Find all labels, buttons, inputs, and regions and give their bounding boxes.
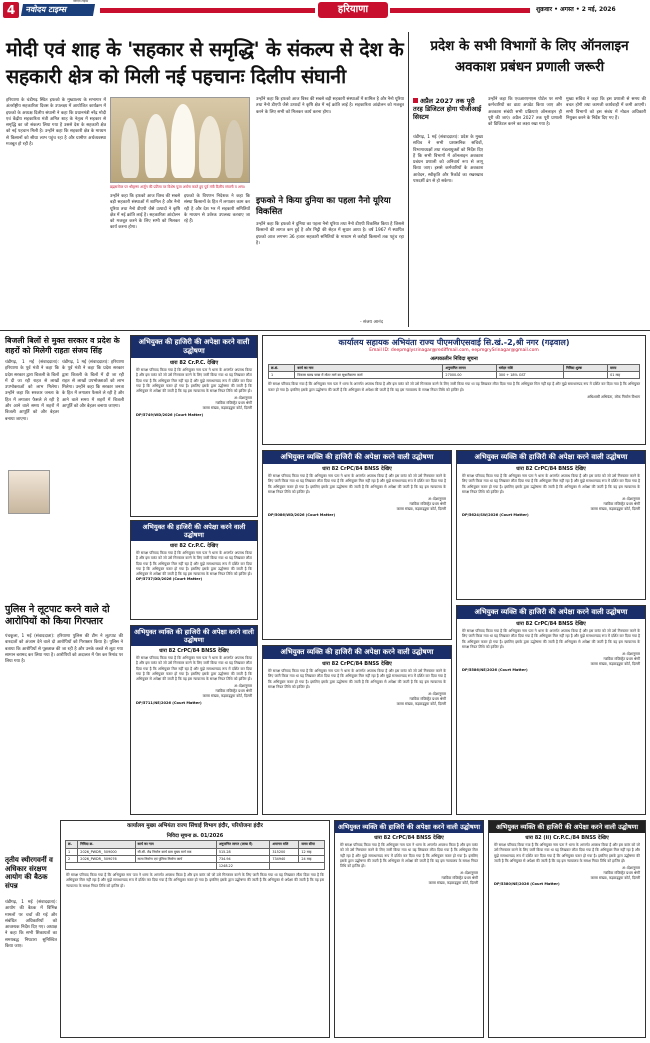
- page-number: 4: [3, 2, 19, 18]
- highlight-box: [413, 97, 483, 121]
- newspaper-logo: नवोदय टाइम्स: [21, 4, 95, 16]
- ireps-table: [65, 840, 325, 870]
- person-figure: [145, 114, 167, 178]
- ad-body: मेरे समक्ष परिवाद किया गया है कि अभियुक्त नाम पता ने थाना के अन्तर्गत अपराध किया है और इस वारंट को जो उसे गिरफ्तार करने के लिए जारी किया गया था यह लिखकर लौटा दिया गया है कि अभियुक्त मिल नहीं रहा है और मुझे समाधानप्रद रूप में दर्शित कर दिया गया है कि अभियुक्त फरार हो गया है। इसलिए इसके द्वारा उद्घोषणा की जाती है कि अभियुक्त से अपेक्षा की जाती है कि वह इस न्यायालय के समक्ष नियत तिथि को हाजिर हो।: [136, 656, 254, 682]
- column-divider: [408, 32, 409, 327]
- table-header-row: [269, 364, 640, 371]
- tender-title: अल्पकालीन निविदा सूचना: [430, 355, 478, 362]
- person-figure: [121, 118, 139, 178]
- table-header: अमानत राशि: [270, 841, 299, 848]
- ad-title: अभियुक्त व्यक्ति की हाजिरी की अपेक्षा करने वाली उद्घोषणा: [263, 451, 451, 464]
- dateline: शुक्रवार • अगस्त • 2 मई, 2026: [536, 6, 616, 13]
- story-1-body: चंडीगढ़, 1 मई (संवाददाता): हरियाणा के पूर्व मंत्री ने कहा कि प्रदेश सरकार द्वारा बिजली के बिलों में दी जा रही राहत से लाखों उपभोक्ताओं को लाभ मिलेगा। उन्होंने कहा कि सरकार जनता के हित में लगातार फैसले ले रही है और आने वाले समय में शहरों में बिजली आपूर्ति को और बेहतर बनाया जाएगा।: [5, 360, 61, 422]
- ad-body: मेरे समक्ष परिवाद किया गया है कि अभियुक्त नाम पता ने थाना के अन्तर्गत अपराध किया है और इस वारंट को जो उसे गिरफ्तार करने के लिए जारी किया गया था यह लिखकर लौटा दिया गया है कि अभियुक्त मिल नहीं रहा है और मुझे समाधानप्रद रूप में दर्शित कर दिया गया है कि अभियुक्त फरार हो गया है। इसलिए इसके द्वारा उद्घोषणा की जाती है कि अभियुक्त से अपेक्षा की जाती है कि वह इस न्यायालय के समक्ष नियत तिथि को हाजिर हो।: [462, 474, 642, 494]
- story-2-body: पंचकूला, 1 मई (संवाददाता): हरियाणा पुलिस की टीम ने लूटपाट की वारदातों को अंजाम देने वाले दो आरोपियों को गिरफ्तार किया है। पुलिस ने बताया कि आरोपियों से पूछताछ की जा रही है और उनके कब्जे से लूटा गया सामान बरामद कर लिया गया है। आरोपियों को अदालत में पेश कर रिमांड पर लिया गया है।: [5, 634, 125, 665]
- ad-title: अभियुक्त व्यक्ति की हाजिरी की अपेक्षा करने वाली उद्घोषणा: [457, 451, 645, 464]
- table-header: कार्य का नाम: [135, 841, 216, 848]
- horizontal-rule: [0, 330, 650, 331]
- table-header: धरोहर राशि: [496, 364, 563, 371]
- person-figure: [171, 104, 195, 178]
- table-cell: 24 माह: [299, 855, 325, 862]
- ireps-table-wrap: [61, 840, 329, 870]
- court-notice-ad: [130, 625, 258, 815]
- table-header: समय: [608, 364, 640, 371]
- ad-dp-code: DP/5380/NE/2026 (Court Matter): [494, 882, 560, 887]
- court-notice-ad: [130, 520, 258, 620]
- table-row: [66, 848, 325, 855]
- tender-signature: अधिशासी अभियंता, लोक निर्माण विभाग: [587, 394, 640, 399]
- table-cell: विकास खण्ड चम्बा में मोटर मार्ग का सुधारीकरण कार्य: [295, 372, 443, 379]
- tender-notice-ad: [262, 335, 646, 445]
- table-header: क्र.सं.: [269, 364, 295, 371]
- court-notice-ad: [488, 820, 646, 1038]
- ad-section-code: धारा 82 Cr.P.C. देखिए: [169, 543, 219, 549]
- table-cell: 2026_PWDR_ 509000: [78, 848, 135, 855]
- ad-body: मेरे समक्ष परिवाद किया गया है कि अभियुक्त नाम पता ने थाना के अन्तर्गत अपराध किया है और इस वारंट को जो उसे गिरफ्तार करने के लिए जारी किया गया था यह लिखकर लौटा दिया गया है कि अभियुक्त मिल नहीं रहा है और मुझे समाधानप्रद रूप में दर्शित कर दिया गया है कि अभियुक्त फरार हो गया है। इसलिए इसके द्वारा उद्घोषणा की जाती है कि अभियुक्त से अपेक्षा की जाती है कि वह इस न्यायालय के समक्ष नियत तिथि को हाजिर हो।: [268, 669, 448, 689]
- court-notice-ad: [456, 450, 646, 600]
- court-notice-ad: [334, 820, 484, 1038]
- tender-header: कार्यालय सहायक अभियंता राज्य पीएमजीएसवाई सि.खं.-2,श्री नगर (गढ़वाल): [338, 338, 570, 347]
- court-notice-ad: [130, 335, 258, 517]
- right-body-column-2: उन्होंने कहा कि एचआरएमएस पोर्टल पर सभी कर्मचारियों का डाटा अपडेट किया जाए और अवकाश संबंधी सभी प्रक्रियाएं ऑनलाइन ही पूरी की जाएं। अप्रैल 2027 तक पूरी प्रणाली को डिजिटल करने का लक्ष्य रखा गया है।: [488, 97, 564, 128]
- table-header: निविदा क्र.: [78, 841, 135, 848]
- irrigation-tender-ad: [60, 820, 330, 1038]
- table-cell: 300 + 18% GST: [496, 372, 563, 379]
- table-header: निविदा शुल्क: [564, 364, 608, 371]
- ad-body: मेरे समक्ष परिवाद किया गया है कि अभियुक्त नाम पता ने थाना के अन्तर्गत अपराध किया है और इस वारंट को जो उसे गिरफ्तार करने के लिए जारी किया गया था यह लिखकर लौटा दिया गया है कि अभियुक्त मिल नहीं रहा है और मुझे समाधानप्रद रूप में दर्शित कर दिया गया है कि अभियुक्त फरार हो गया है। इसलिए इसके द्वारा उद्घोषणा की जाती है कि अभियुक्त से अपेक्षा की जाती है कि वह इस न्यायालय के समक्ष नियत तिथि को हाजिर हो।: [136, 368, 254, 394]
- right-body-column-3: मुख्य सचिव ने कहा कि इस प्रणाली से समय की बचत होगी तथा कागजी कार्यवाही में कमी आएगी। सभी विभागों को इस संबंध में नोडल अधिकारी नियुक्त करने के निर्देश दिए गए हैं।: [566, 97, 648, 121]
- ad-body: मेरे समक्ष परिवाद किया गया है कि अभियुक्त नाम पता ने थाना के अन्तर्गत अपराध किया है और इस वारंट को जो उसे गिरफ्तार करने के लिए जारी किया गया था यह लिखकर लौटा दिया गया है कि अभियुक्त मिल नहीं रहा है और मुझे समाधानप्रद रूप में दर्शित कर दिया गया है कि अभियुक्त फरार हो गया है। इसलिए इसके द्वारा उद्घोषणा की जाती है कि अभियुक्त से अपेक्षा की जाती है कि वह इस न्यायालय के समक्ष नियत तिथि को हाजिर हो।: [340, 843, 480, 869]
- ad-section-code: धारा 82 (ii) Cr.P.C./84 BNSS देखिए: [525, 835, 609, 841]
- ad-section-code: धारा 82 CrPC/84 BNSS देखिए: [374, 835, 444, 841]
- ad-signature: अादेशानुसार न्यायिक मजिस्ट्रेट प्रथम श्रेणी कमरा संख्या, कड़कड़डूमा कोर्ट, दिल्ली: [396, 692, 446, 706]
- ad-signature: अादेशानुसार न्यायिक मजिस्ट्रेट प्रथम श्रेणी कमरा संख्या, कड़कड़डूमा कोर्ट, दिल्ली: [590, 652, 640, 666]
- ad-section-code: धारा 82 CrPC/84 BNSS देखिए: [516, 621, 586, 627]
- story-2-headline: पुलिस ने लूटपाट करने वाले दो आरोपियों को किया गिरफ्तार: [5, 604, 110, 627]
- table-cell: 01 माह: [608, 372, 640, 379]
- table-cell: 12 माह: [299, 848, 325, 855]
- ireps-title: निविदा सूचना क्र. 01/2026: [166, 833, 224, 839]
- lead-photo: [110, 97, 250, 183]
- table-cell: 1: [66, 848, 78, 855]
- person-figure: [225, 120, 243, 178]
- tender-table-wrap: [263, 364, 645, 380]
- ad-body: मेरे समक्ष परिवाद किया गया है कि अभियुक्त नाम पता ने थाना के अन्तर्गत अपराध किया है और इस वारंट को जो उसे गिरफ्तार करने के लिए जारी किया गया था यह लिखकर लौटा दिया गया है कि अभियुक्त मिल नहीं रहा है और मुझे समाधानप्रद रूप में दर्शित कर दिया गया है कि अभियुक्त फरार हो गया है। इसलिए इसके द्वारा उद्घोषणा की जाती है कि अभियुक्त से अपेक्षा की जाती है कि वह इस न्यायालय के समक्ष नियत तिथि को हाजिर हो।: [268, 474, 448, 494]
- table-header: समय सीमा: [299, 841, 325, 848]
- table-row: [269, 372, 640, 379]
- court-notice-ad: [456, 605, 646, 815]
- ad-body: मेरे समक्ष परिवाद किया गया है कि अभियुक्त नाम पता ने थाना के अन्तर्गत अपराध किया है और इस वारंट को जो उसे गिरफ्तार करने के लिए जारी किया गया था यह लिखकर लौटा दिया गया है कि अभियुक्त मिल नहीं रहा है और मुझे समाधानप्रद रूप में दर्शित कर दिया गया है कि अभियुक्त फरार हो गया है। इसलिए इसके द्वारा उद्घोषणा की जाती है कि अभियुक्त से अपेक्षा की जाती है कि वह इस न्यायालय के समक्ष नियत तिथि को हाजिर हो।: [136, 551, 254, 577]
- table-header: अनुमानित लागत: [443, 364, 496, 371]
- ad-signature: अादेशानुसार न्यायिक मजिस्ट्रेट प्रथम श्रेणी कमरा संख्या, कड़कड़डूमा कोर्ट, दिल्ली: [428, 871, 478, 885]
- lead-subheading: इफको ने किया दुनिया का पहला नैनो यूरिया विकसित: [256, 196, 391, 217]
- masthead-stripe-right: [390, 8, 530, 13]
- lead-body-column-1: हरियाणा के चंडीगढ़ स्थित इफको के मुख्यालय के सभागार में अंतर्राष्ट्रीय सहकारिता दिवस के उपलक्ष्य में आयोजित कार्यक्रम में इफको के अध्यक्ष दिलीप संघानी ने कहा कि प्रधानमंत्री नरेंद्र मोदी एवं केंद्रीय सहकारिता मंत्री अमित शाह के नेतृत्व में सहकार से समृद्धि का जो संकल्प लिया गया है उससे देश के सहकारी क्षेत्र को नई पहचान मिली है। उन्होंने कहा कि सहकारी क्षेत्र के माध्यम से किसानों को सीधा लाभ पहुंच रहा है और ग्रामीण अर्थव्यवस्था मजबूत हो रही है।: [6, 98, 108, 148]
- ad-signature: अादेशानुसार न्यायिक मजिस्ट्रेट प्रथम श्रेणी कमरा संख्या, कड़कड़डूमा कोर्ट, दिल्ली: [590, 866, 640, 880]
- story-3-headline: तृतीय स्थीरगवर्नी व अधिकार संरक्षण आयोग की बैठक संपन्न: [5, 856, 53, 890]
- table-header: कार्य का नाम: [295, 364, 443, 371]
- ad-title: अभियुक्त व्यक्ति की हाजिरी की अपेक्षा करने वाली उद्घोषणा: [131, 626, 257, 646]
- court-notice-ad: [262, 645, 452, 815]
- ad-title: अभियुक्त व्यक्ति की हाजिरी की अपेक्षा करने वाली उद्घोषणा: [489, 821, 645, 833]
- ad-title: अभियुक्त की हाजिरी की अपेक्षा करने वाली उद्घोषणा: [131, 336, 257, 358]
- ad-dp-code: DP/5586/NE/2026 (Court Matter): [462, 668, 528, 673]
- table-cell: 734940: [270, 855, 299, 862]
- table-cell: 2: [66, 855, 78, 862]
- story-1-body-2: चंडीगढ़, 1 मई (संवाददाता): हरियाणा के पूर्व मंत्री ने कहा कि प्रदेश सरकार द्वारा बिजली के बिलों में दी जा रही राहत से लाखों उपभोक्ताओं को लाभ मिलेगा। उन्होंने कहा कि सरकार जनता के हित में लगातार फैसले ले रही है और आने वाले समय में शहरों में बिजली आपूर्ति को और बेहतर बनाया जाएगा।: [62, 360, 126, 410]
- table-cell: 2026_PWDR_ 509076: [78, 855, 135, 862]
- highlight-text: अप्रैल 2027 तक पूरी तरह डिजिटल होगा पीजीआई सिस्टम: [413, 97, 482, 121]
- ad-dp-code: DP/5749/WD/2026 (Court Matter): [136, 412, 204, 417]
- ad-dp-code: DP/5737/DD/2026 (Court Matter): [136, 577, 203, 582]
- table-cell: 734.94: [216, 855, 270, 862]
- lead-body-column-2: उन्होंने कहा कि इफको आज विश्व की सबसे बड़ी सहकारी संस्थाओं में शामिल है और नैनो यूरिया तथा नैनो डीएपी जैसे उत्पादों ने कृषि क्षेत्र में नई क्रांति लाई है। सहकारिता आंदोलन को मजबूत करने के लिए सभी को मिलकर कार्य करना होगा।: [110, 194, 182, 231]
- ad-title: अभियुक्त व्यक्ति की हाजिरी की अपेक्षा करने वाली उद्घोषणा: [263, 646, 451, 659]
- masthead: [0, 0, 650, 22]
- lead-headline: मोदी एवं शाह के 'सहकार से समृद्धि' के संकल्प से देश के सहकारी क्षेत्र को मिली नई पहचानः दिलीप संघानी: [6, 38, 404, 88]
- court-notice-ad: [262, 450, 452, 640]
- masthead-stripe-left: [100, 8, 315, 13]
- table-cell: 315200: [270, 848, 299, 855]
- table-cell: नाला निर्माण एवं पुलिया निर्माण कार्य: [135, 855, 216, 862]
- table-cell: सी.सी. रोड निर्माण कार्य ग्राम मुख्य मार्ग तक: [135, 848, 216, 855]
- story-3-body: चंडीगढ़, 1 मई (संवाददाता): आयोग की बैठक में विभिन्न मामलों पर चर्चा की गई और संबंधित अधिकारियों को आवश्यक निर्देश दिए गए। अध्यक्ष ने कहा कि सभी शिकायतों का समयबद्ध निपटारा सुनिश्चित किया जाए।: [5, 900, 59, 950]
- ad-section-code: धारा 82 CrPC/84 BNSS देखिए: [516, 466, 586, 472]
- ad-signature: अादेशानुसार न्यायिक मजिस्ट्रेट प्रथम श्रेणी कमरा संख्या, कड़कड़डूमा कोर्ट, दिल्ली: [202, 684, 252, 698]
- bullet-square-icon: [413, 98, 418, 103]
- ad-section-code: धारा 82 CrPC/84 BNSS देखिए: [322, 466, 392, 472]
- table-total-row: [66, 863, 325, 870]
- ad-title: अभियुक्त व्यक्ति की हाजिरी की अपेक्षा करने वाली उद्घोषणा: [335, 821, 483, 833]
- lead-body-column-3: इफको के विपणन निदेशक ने कहा कि संस्था किसानों के हित में लगातार काम कर रही है और देश भर में सहकारी समितियों के माध्यम से उर्वरक उपलब्ध करवाए जा रहे हैं।: [184, 194, 252, 225]
- ad-dp-code: DP/5711/NE/2026 (Court Matter): [136, 700, 202, 705]
- table-header: क्र.: [66, 841, 78, 848]
- ad-dp-code: DP/5086/WD/2026 (Court Matter): [268, 513, 336, 518]
- table-header-row: [66, 841, 325, 848]
- ad-title: अभियुक्त व्यक्ति की हाजिरी की अपेक्षा करने वाली उद्घोषणा: [457, 606, 645, 619]
- ireps-body: मेरे समक्ष परिवाद किया गया है कि अभियुक्त नाम पता ने थाना के अन्तर्गत अपराध किया है और इस वारंट को जो उसे गिरफ्तार करने के लिए जारी किया गया था यह लिखकर लौटा दिया गया है कि अभियुक्त मिल नहीं रहा है और मुझे समाधानप्रद रूप में दर्शित कर दिया गया है कि अभियुक्त फरार हो गया है। इसलिए इसके द्वारा उद्घोषणा की जाती है कि अभियुक्त से अपेक्षा की जाती है कि वह इस न्यायालय के समक्ष नियत तिथि को हाजिर हो।: [66, 873, 326, 888]
- story-1-headline: बिजली बिलों से मुक्त सरकार व प्रदेश के शहरों को मिलेगी राहतः संजय सिंह: [5, 336, 120, 355]
- ad-section-code: धारा 82 CrPC/84 BNSS देखिए: [322, 661, 392, 667]
- section-label: हरियाणा: [318, 2, 388, 18]
- masthead-small-text: नवोदय टाइम्स: [73, 0, 89, 3]
- table-row: [66, 855, 325, 862]
- person-figure: [199, 116, 221, 178]
- ad-title: अभियुक्त की हाजिरी की अपेक्षा करने वाली उद्घोषणा: [131, 521, 257, 541]
- ad-signature: अादेशानुसार न्यायिक मजिस्ट्रेट प्रथम श्रेणी कमरा संख्या, कड़कड़डूमा कोर्ट, दिल्ली: [590, 497, 640, 511]
- table-header: अनुमानित लागत (लाख में): [216, 841, 270, 848]
- table-cell: 1: [269, 372, 295, 379]
- byline: - संजय आनंद: [360, 320, 383, 325]
- table-cell: 27000.00: [443, 372, 496, 379]
- ad-section-code: धारा 82 Cr.P.C. देखिए: [169, 360, 219, 366]
- story-1-photo: [8, 470, 50, 514]
- table-cell: 515.28: [216, 848, 270, 855]
- lead-body-column-4: उन्होंने कहा कि इफको आज विश्व की सबसे बड़ी सहकारी संस्थाओं में शामिल है और नैनो यूरिया तथा नैनो डीएपी जैसे उत्पादों ने कृषि क्षेत्र में नई क्रांति लाई है। सहकारिता आंदोलन को मजबूत करने के लिए सभी को मिलकर कार्य करना होगा।: [256, 97, 406, 115]
- tender-table: [268, 364, 640, 380]
- photo-caption: ब्रह्मसरोवर पर श्रीकृष्ण अर्जुन की प्रतिमा पर विशेष पूजा अर्चना करते हुए पूर्व मंत्री दिलीप संघानी व अन्य।: [110, 185, 246, 189]
- secondary-headline: प्रदेश के सभी विभागों के लिए ऑनलाइन अवकाश प्रबंधन प्रणाली जरूरी: [430, 38, 629, 75]
- ad-signature: अादेशानुसार न्यायिक मजिस्ट्रेट प्रथम श्रेणी कमरा संख्या, कड़कड़डूमा कोर्ट, दिल्ली: [396, 497, 446, 511]
- ad-body: मेरे समक्ष परिवाद किया गया है कि अभियुक्त नाम पता ने थाना के अन्तर्गत अपराध किया है और इस वारंट को जो उसे गिरफ्तार करने के लिए जारी किया गया था यह लिखकर लौटा दिया गया है कि अभियुक्त मिल नहीं रहा है और मुझे समाधानप्रद रूप में दर्शित कर दिया गया है कि अभियुक्त फरार हो गया है। इसलिए इसके द्वारा उद्घोषणा की जाती है कि अभियुक्त से अपेक्षा की जाती है कि वह इस न्यायालय के समक्ष नियत तिथि को हाजिर हो।: [494, 843, 642, 863]
- tender-body: मेरे समक्ष परिवाद किया गया है कि अभियुक्त नाम पता ने थाना के अन्तर्गत अपराध किया है और इस वारंट को जो उसे गिरफ्तार करने के लिए जारी किया गया था यह लिखकर लौटा दिया गया है कि अभियुक्त मिल नहीं रहा है और मुझे समाधानप्रद रूप में दर्शित कर दिया गया है कि अभियुक्त फरार हो गया है। इसलिए इसके द्वारा उद्घोषणा की जाती है कि अभियुक्त से अपेक्षा की जाती है कि वह इस न्यायालय के समक्ष नियत तिथि को हाजिर हो।: [268, 382, 642, 392]
- table-cell: [564, 372, 608, 379]
- right-body-column-1: चंडीगढ़, 1 मई (संवाददाता): प्रदेश के मुख्य सचिव ने सभी प्रशासनिक सचिवों, विभागाध्यक्षों तथा मंडलायुक्तों को निर्देश दिए हैं कि सभी विभागों में ऑनलाइन अवकाश प्रबंधन प्रणाली को अनिवार्य रूप से लागू किया जाए। इससे कर्मचारियों के अवकाश आवेदन, स्वीकृति और रिकॉर्ड का रखरखाव पारदर्शी ढंग से हो सकेगा।: [413, 135, 485, 185]
- ireps-header: कार्यालय मुख्य अभियंता राज्य सिंचाई विभाग इंदौर, परियोजना इंदौर: [127, 823, 263, 829]
- table-total: 1248.22: [216, 863, 270, 870]
- ad-signature: अादेशानुसार न्यायिक मजिस्ट्रेट प्रथम श्रेणी कमरा संख्या, कड़कड़डूमा कोर्ट, दिल्ली: [202, 396, 252, 410]
- lead-body-column-5: उन्होंने कहा कि इफको ने दुनिया का पहला नैनो यूरिया तथा नैनो डीएपी विकसित किया है जिससे किसानों की लागत कम हुई है और मिट्टी की सेहत में सुधार आया है। वर्ष 1967 में स्थापित इफको आज लगभग 36 हजार सहकारी समितियों के माध्यम से करोड़ों किसानों तक पहुंच रहा है।: [256, 222, 406, 246]
- tender-email: Email ID: deepmglysrinagar@rediffmail.com, eepmgrySrinagar@gmail.com: [369, 348, 539, 353]
- ad-body: मेरे समक्ष परिवाद किया गया है कि अभियुक्त नाम पता ने थाना के अन्तर्गत अपराध किया है और इस वारंट को जो उसे गिरफ्तार करने के लिए जारी किया गया था यह लिखकर लौटा दिया गया है कि अभियुक्त मिल नहीं रहा है और मुझे समाधानप्रद रूप में दर्शित कर दिया गया है कि अभियुक्त फरार हो गया है। इसलिए इसके द्वारा उद्घोषणा की जाती है कि अभियुक्त से अपेक्षा की जाती है कि वह इस न्यायालय के समक्ष नियत तिथि को हाजिर हो।: [462, 629, 642, 649]
- ad-dp-code: DP/5624/SW/2026 (Court Matter): [462, 513, 529, 518]
- ad-section-code: धारा 82 CrPC/84 BNSS देखिए: [159, 648, 229, 654]
